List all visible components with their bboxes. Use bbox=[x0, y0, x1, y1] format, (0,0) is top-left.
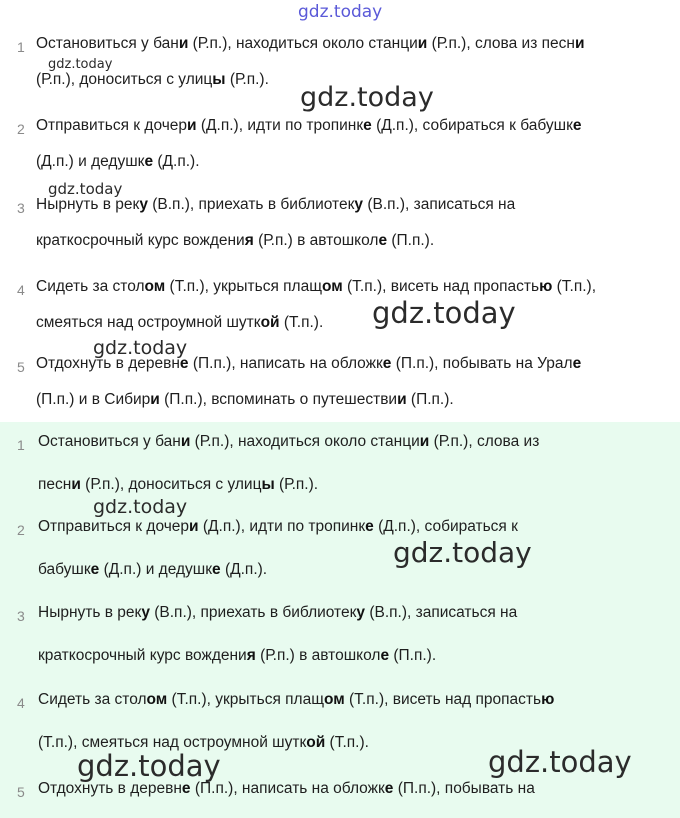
watermark: gdz.today bbox=[48, 57, 113, 72]
item-number: 1 bbox=[17, 437, 25, 453]
item-number: 2 bbox=[17, 522, 25, 538]
item-number: 2 bbox=[17, 121, 25, 137]
watermark: gdz.today bbox=[393, 536, 532, 569]
item-text-line: бабушке (Д.п.) и дедушке (Д.п.). bbox=[38, 561, 268, 578]
item-text-line: краткосрочный курс вождения (Р.п.) в автошколе (П.п.). bbox=[38, 647, 437, 664]
watermark: gdz.today bbox=[93, 496, 188, 518]
item-number: 3 bbox=[17, 608, 25, 624]
item-text-line: Отправиться к дочери (Д.п.), идти по тропинке (Д.п.), собираться к бабушке bbox=[36, 117, 582, 134]
watermark: gdz.today bbox=[488, 745, 632, 779]
watermark: gdz.today bbox=[300, 82, 434, 113]
item-number: 4 bbox=[17, 282, 25, 298]
item-number: 5 bbox=[17, 784, 25, 800]
item-text-line: песни (Р.п.), доноситься с улицы (Р.п.). bbox=[38, 476, 319, 493]
item-text-line: краткосрочный курс вождения (Р.п.) в автошколе (П.п.). bbox=[36, 232, 435, 249]
item-number: 5 bbox=[17, 359, 25, 375]
item-number: 3 bbox=[17, 200, 25, 216]
item-text-line: Нырнуть в реку (В.п.), приехать в библиотеку (В.п.), записаться на bbox=[38, 604, 518, 621]
item-text-line: Сидеть за столом (Т.п.), укрыться плащом (Т.п.), висеть над пропастью (Т.п.), bbox=[36, 278, 597, 295]
item-number: 4 bbox=[17, 695, 25, 711]
item-text-line: Остановиться у бани (Р.п.), находиться около станции (Р.п.), слова из bbox=[38, 433, 540, 450]
item-text-line: Отдохнуть в деревне (П.п.), написать на обложке (П.п.), побывать на Урале bbox=[36, 355, 582, 372]
item-text-line: Остановиться у бани (Р.п.), находиться около станции (Р.п.), слова из песни bbox=[36, 35, 585, 52]
item-text-line: (Д.п.) и дедушке (Д.п.). bbox=[36, 153, 200, 170]
watermark: gdz.today bbox=[77, 749, 221, 783]
item-number: 1 bbox=[17, 39, 25, 55]
item-text-line: Отправиться к дочери (Д.п.), идти по тропинке (Д.п.), собираться к bbox=[38, 518, 518, 535]
item-text-line: смеяться над остроумной шуткой (Т.п.). bbox=[36, 314, 324, 331]
item-text-line: (П.п.) и в Сибири (П.п.), вспоминать о путешествии (П.п.). bbox=[36, 391, 454, 408]
item-text-line: (Т.п.), смеяться над остроумной шуткой (Т.п.). bbox=[38, 734, 369, 751]
item-text-line: (Р.п.), доноситься с улицы (Р.п.). bbox=[36, 71, 269, 88]
watermark: gdz.today bbox=[93, 337, 188, 359]
watermark: gdz.today bbox=[372, 296, 516, 330]
watermark: gdz.today bbox=[48, 180, 123, 198]
item-text-line: Нырнуть в реку (В.п.), приехать в библиотеку (В.п.), записаться на bbox=[36, 196, 516, 213]
item-text-line: Отдохнуть в деревне (П.п.), написать на обложке (П.п.), побывать на bbox=[38, 780, 535, 797]
watermark: gdz.today bbox=[298, 2, 383, 22]
item-text-line: Сидеть за столом (Т.п.), укрыться плащом (Т.п.), висеть над пропастью bbox=[38, 691, 555, 708]
